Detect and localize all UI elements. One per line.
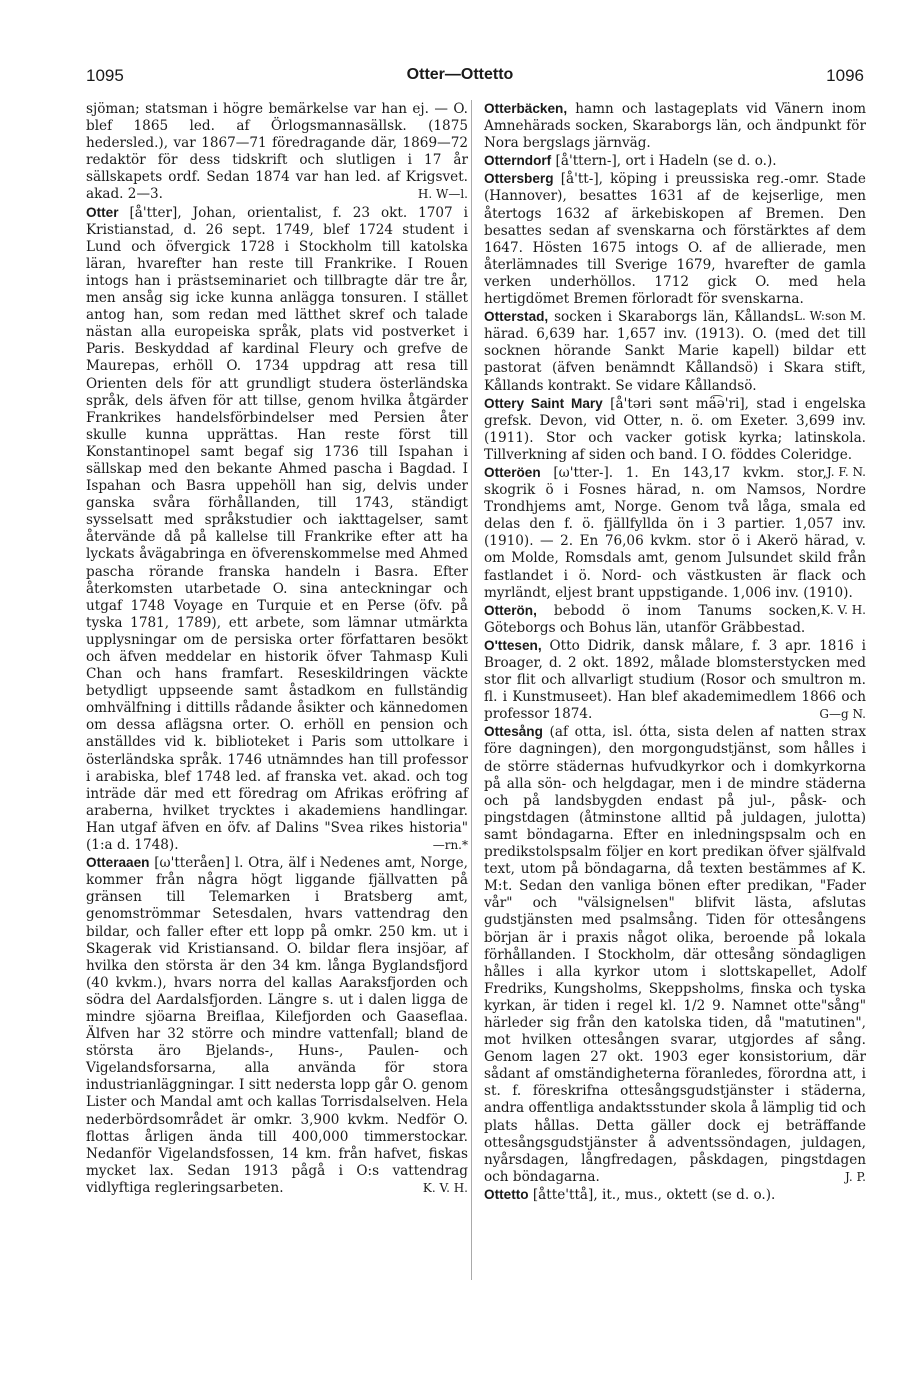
entry: Otterbäcken, hamn och lastageplats vid Vänern inom Amnehärads socken, Skaraborgs län, och ändpunkt för Nora bergslags järnväg.: [484, 101, 866, 152]
page-header: [0, 66, 920, 92]
right-column: [484, 100, 866, 1204]
entry: Otteröen [ω'tter-]. 1. En 143,17 kvkm. stor, skogrik ö i Fosnes härad, n. om Namsos, Nordre Trondhjems amt, Norge. Genom två låga, smala ed delas den f. ö. fjällfyllda ön i 3 partier. 1,057 inv. (1910). — 2. En 76,06 kvkm. stor ö i Akerö härad, v. om Molde, Romsdals amt, genom Julsundet skild från fastlandet i ö. Nord- och västkusten är flack och myrländt, eljest brant uppstigande. 1,006 inv. (1910). K. V. H.: [484, 464, 866, 617]
entry: Otteraaen [ω'tteråen] l. Otra, älf i Nedenes amt, Norge, kommer från några högt liggande fjällvatten på gränsen till Telemarken i Bratsberg amt, genomströmmar Setesdalen, hvars vattendrag den bildar, och faller efter ett lopp på omkr. 250 km. ut i Skagerak vid Kristiansand. O. bildar flera insjöar, af hvilka den största är den 34 km. långa Byglandsfjord (40 kvkm.), hvars norra del kallas Aaraksfjorden och södra del Aardalsfjorden. Längre s. ut i dalen ligga de mindre sjöarna Breiflaa, Kilefjorden och Gaaseflaa. Älfven har 32 större och mindre vattenfall; bland de största äro Bjelands-, Huns-, Paulen- och Vigelandsforsarna, alla använda för stora industrianläggningar. I sitt nedersta lopp går O. genom Lister och Mandal amt och kallas Torrisdalselven. Hela nederbördsområdet är omkr. 3,900 kvkm. Nedför O. flottas årligen ända till 400,000 timmerstockar. Nedanför Vigelandsfossen, 14 km. från hafvet, fiskas mycket lax. Sedan 1913 pågå i O:s vattendrag vidlyftiga regleringsarbeten. K. V. H.: [86, 855, 468, 1196]
page-number-right: 1096: [826, 66, 864, 85]
left-column: [86, 100, 468, 1197]
column-divider: [471, 100, 472, 1280]
page-number-left: 1095: [86, 66, 124, 85]
entry: Otterön, bebodd ö inom Tanums socken, Göteborgs och Bohus län, utanför Gräbbestad.: [484, 602, 821, 636]
running-title: Otter—Ottetto: [406, 66, 514, 83]
entry: Otter [å'tter], Johan, orientalist, f. 23 okt. 1707 i Kristianstad, d. 26 sept. 1749, blef 1724 student i Lund och öfvergick 1728 i Stockholm till katolska läran, hvarefter han reste till Frankrike. I Rouen intogs han i prästseminariet och tillbragte där tre år, men ansåg sig icke kunna anlägga tonsuren. I stället antog han, som redan med lätthet skref och talade nästan alla europeiska språk, plats vid postverket i Paris. Beskyddad af kardinal Fleury och grefve de Maurepas, erhöll O. 1734 uppdrag att resa till Orienten dels för att grundligt studera österländska språk, dels äfven för att tillse, genom hvilka åtgärder Frankrikes handelsförbindelser med Persien åter skulle kunna upprättas. Han reste först till Konstantinopel samt begaf sig 1736 till Ispahan i sällskap med den bekante Ahmed pascha i Bagdad. I Ispahan och Basra uppehöll han sig, delvis under ganska svåra förhållanden, till 1743, ständigt sysselsatt med språkstudier och iakttagelser, samt återvände då på kallelse till Frankrike efter att ha lyckats åvägabringa en öfverenskommelse med Ahmed pascha rörande franska handeln i Basra. Efter återkomsten utarbetade O. sina anteckningar och utgaf 1748 Voyage en Turquie et en Perse (öfv. på tyska 1781, 1789), ett arbete, som lämnar utmärkta upplysningar om de persiska orter författaren besökt och äfven meddelar en historik öfver Tahmasp Kuli Chan och hans framfart. Reseskildringen väckte betydligt uppseende samt åstadkom en fullständig omhvälfning i dittills rådande åsikter och kännedomen om dessa aflägsna orter. O. erhöll en pension och anställdes vid k. biblioteket i Paris som uttolkare i österländska språk. 1746 utnämndes han till professor i arabiska, blef 1748 led. af franska vet. akad. och tog inträde där med ett föredrag om Afrikas eröfring af araberna, hvilket trycktes i akademiens handlingar. Han utgaf äfven en öfv. af Dalins "Svea rikes historia" (1:a d. 1748). —rn.*: [86, 204, 468, 854]
entry: sjöman; statsman i högre bemärkelse var han ej. — O. blef 1865 led. af Örlogsmannasällsk. (1875 hedersled.), var 1867—71 föredragande där, 1869—72 redaktör för dess tidskrift och slutligen i 17 år sällskapets ordf. Sedan 1874 var han led. af Krigsvet. akad. 2—3. H. W—l.: [86, 101, 468, 203]
entry: Otterndorf [å'ttern-], ort i Hadeln (se d. o.).: [484, 153, 777, 170]
entry: Otterstad, socken i Skaraborgs län, Kållands härad. 6,639 har. 1,657 inv. (1913). O. (med det till socknen hörande Sankt Marie kapell) bildar ett pastorat (äfven benämndt Kållandsö) i Skara stift, Kållands kontrakt. Se vidare Kållandsö.: [484, 309, 866, 394]
entry: O'ttesen, Otto Didrik, dansk målare, f. 3 apr. 1816 i Broager, d. 2 okt. 1892, målade blomsterstycken med stor flit och allvarligt studium (Rosor och smultron m. fl. i Kunstmuseet). Han blef akademimedlem 1866 och professor 1874. G—g N.: [484, 637, 866, 723]
entry: Ottersberg [å'tt-], köping i preussiska reg.-omr. Stade (Hannover), besattes 1631 af de kejserlige, men återtogs 1632 af ärkebiskopen af Bremen. Den besattes sedan af svenskarna och förstärktes af dem 1647. Hösten 1675 intogs O. af de allierade, men återlämnades till Sverige 1679, hvarefter de gamla verken underhöllos. 1712 gick O. med hela hertigdömet Bremen förloradt för svenskarna. L. W:son M.: [484, 171, 866, 324]
entry: Ottetto [åtte'ttå], it., mus., oktett (se d. o.).: [484, 1186, 776, 1203]
entry: Ottery Saint Mary [å'təri sənt mä͡ə'ri], stad i engelska grefsk. Devon, vid Otter, n. ö. om Exeter. 3,699 inv. (1911). Stor och vacker gotisk kyrka; latinskola. Tillverkning af siden och band. I O. föddes Coleridge. J. F. N.: [484, 395, 867, 479]
entry: Ottesång (af otta, isl. ótta, sista delen af natten strax före dagningen), den morgongudstjänst, som hålles i de större städernas hufvudkyrkor och i domkyrkorna på alla sön- och helgdagar, men i de mindre städerna och på landsbygden endast på jul-, påsk- och pingstdagen (åtminstone alltid på juldagen, julotta) samt böndagarna. Efter en inledningspsalm och en predikstolspsalm följer en kort predikan öfver själfvald text, utom på böndagarna, då texten bestämmes af K. M:t. Sedan den vanliga bönen efter predikan, "Fader vår" och "välsignelsen" blifvit lästa, afslutas gudstjänsten med psalmsång. Tiden för ottesångens början är i praxis något olika, beroende på lokala förhållanden. I Stockholm, där ottesång söndagligen hålles i alla kyrkor utom i slottskapellet, Adolf Fredriks, Kungsholms, Skeppsholms, finska och tyska kyrkan, är tiden i regel kl. 1/2 9. Namnet otte"sång" härleder sig från den katolska tiden, då "matutinen", mot hvilken ottesången svarar, utgjordes af sång. Genom lagen 27 okt. 1903 eger konsistorium, där sådant af omständigheterna föranledes, förordna att, i st. f. föreskrifna ottesångsgudstjänster i städerna, andra offentliga andaktsstunder skola å lämplig tid och plats hållas. Detta gäller dock ej beträffande ottesångsgudstjänster å adventssöndagen, juldagen, nyårsdagen, långfredagen, påskdagen, pingstdagen och böndagarna. J. P.: [484, 724, 867, 1185]
